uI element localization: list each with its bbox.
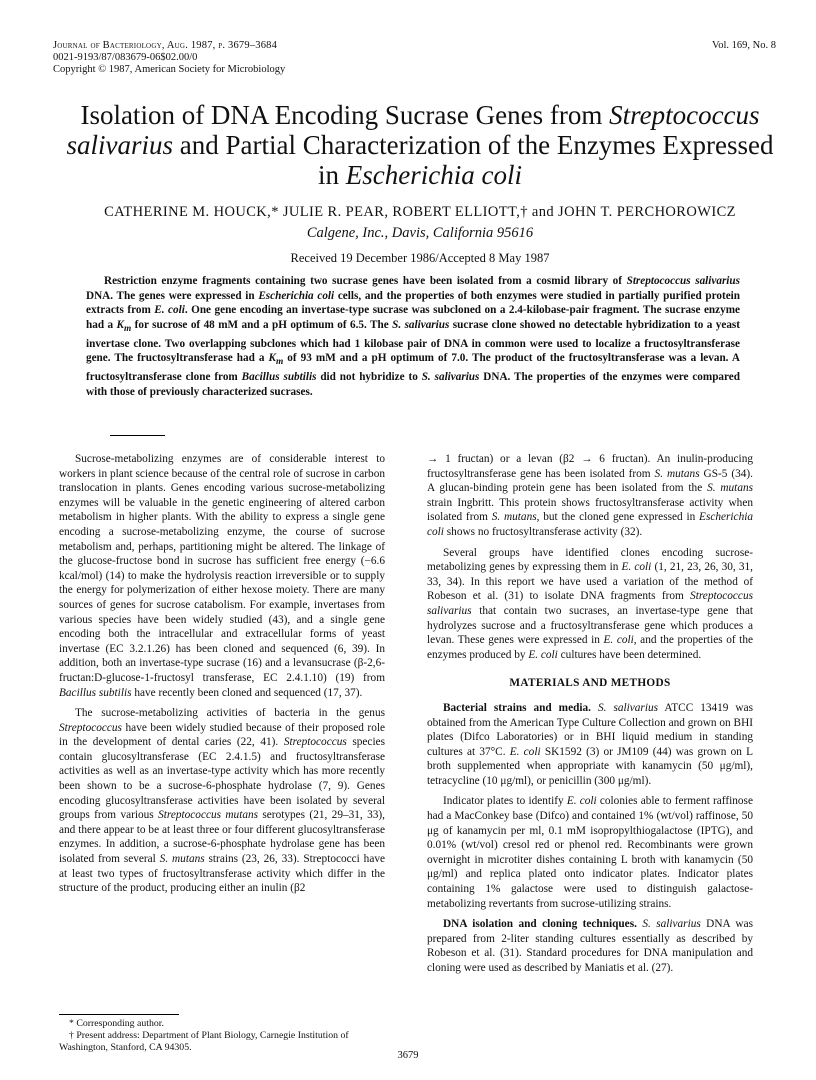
paragraph: → 1 fructan) or a levan (β2 → 6 fructan). An inulin-producing fructosyltransferase gene has been isolated from S. mutans GS-5 (34). A glucan-binding protein gene has been isolated from the S. mutans strain Ingbritt. This protein shows fructosyltransferase activity when isolated from S. mutans, but the cloned gene expressed in Escherichia coli shows no fructosyltransferase activity (32). <box>427 453 754 538</box>
body-column-right <box>427 452 753 982</box>
article-title: Isolation of DNA Encoding Sucrase Genes from Streptococcus salivarius and Partial Characterization of the Enzymes Expressed in Escherichia coli <box>66 100 774 190</box>
affiliation: Calgene, Inc., Davis, California 95616 <box>306 225 534 241</box>
article-code: 0021-9193/87/083679-06$02.00/0 <box>53 52 198 63</box>
paragraph: Bacterial strains and media. S. salivarius ATCC 13419 was obtained from the American Type Culture Collection and grown on BHI plates (Difco Laboratories) or in BHI liquid medium in standing cultures at 37°C. E. coli SK1592 (3) or JM109 (44) was grown on L broth supplemented when appropriate with kanamycin (50 μg/ml), tetracycline (10 μg/ml), or penicillin (300 μg/ml). <box>427 701 754 787</box>
abstract-divider <box>110 435 165 436</box>
journal-citation: Journal of Bacteriology, Aug. 1987, p. 3679–3684 <box>53 40 278 51</box>
volume-issue: Vol. 169, No. 8 <box>712 40 776 51</box>
author-list: CATHERINE M. HOUCK,* JULIE R. PEAR, ROBERT ELLIOTT,† and JOHN T. PERCHOROWICZ <box>104 204 736 220</box>
paragraph: DNA isolation and cloning techniques. S. salivarius DNA was prepared from 2-liter standing cultures essentially as described by Robeson et al. (31). Standard procedures for DNA manipulation and cloning were used as described by Maniatis et al. (27). <box>427 918 753 974</box>
footnotes <box>59 1018 385 1054</box>
paragraph: Several groups have identified clones encoding sucrose-metabolizing genes by expressing them in E. coli (1, 21, 23, 26, 30, 31, 33, 34). In this report we have used a variation of the method of Robeson et al. (31) to isolate DNA fragments from Streptococcus salivarius that contain two sucrases, an invertase-type gene that hydrolyzes sucrose and a fructosyltransferase gene which produces a levan. These genes were expressed in E. coli, and the properties of the enzymes produced by E. coli cultures have been determined. <box>427 546 753 661</box>
footnote-divider <box>59 1014 179 1015</box>
footnote-corresponding: * Corresponding author. <box>69 1018 164 1029</box>
footnote-present-address: † Present address: Department of Plant Biology, Carnegie Institution of Washington, Stanford, CA 94305. <box>59 1030 349 1053</box>
abstract: Restriction enzyme fragments containing two sucrase genes have been isolated from a cosmid library of Streptococcus salivarius DNA. The genes were expressed in Escherichia coli cells, and the properties of both enzymes were studied in partially purified protein extracts from E. coli. One gene encoding an invertase-type sucrase was subcloned on a 2.4-kilobase-pair fragment. The sucrase enzyme had a $K_m$ for sucrose of 48 mM and a pH optimum of 6.5. The S. salivarius sucrase clone showed no detectable hybridization to a yeast invertase clone. Two overlapping subclones which had 1 kilobase pair of DNA in common were used to localize a fructosyltransferase gene. The fructosyltransferase had a $K_m$ of 93 mM and a pH optimum of 7.0. The product of the fructosyltransferase was a levan. A fructosyltransferase clone from Bacillus subtilis did not hybridize to S. salivarius DNA. The properties of the enzymes were compared with those of previously characterized sucrases. <box>86 275 740 398</box>
section-heading-methods: MATERIALS AND METHODS <box>509 677 671 690</box>
running-header-left <box>53 40 285 76</box>
page-number: 3679 <box>397 1050 419 1061</box>
body-column-left <box>59 452 385 902</box>
received-accepted-dates: Received 19 December 1986/Accepted 8 May 1987 <box>290 251 550 265</box>
paragraph: The sucrose-metabolizing activities of bacteria in the genus Streptococcus have been widely studied because of their proposed role in the development of dental caries (22, 41). Streptococcus species contain glucosyltransferase (EC 2.4.1.5) and fructosyltransferase activities as well as an invertase-type activity which has more recently been shown to be a sucrose-6-phosphate hydrolase (7, 9). Genes encoding glucosyltransferase activities have been isolated by several groups from various Streptococcus mutans serotypes (21, 29–31, 33), and there appear to be at least three or four different glucosyltransferase enzymes. In addition, a sucrose-6-phosphate hydrolase gene has been isolated from several S. mutans strains (23, 26, 33). Streptococci have at least two types of fructosyltransferase activity which differ in the structure of the product, producing either an inulin (β2 <box>59 707 385 895</box>
copyright-line: Copyright © 1987, American Society for Microbiology <box>53 64 286 75</box>
paragraph: Indicator plates to identify E. coli colonies able to ferment raffinose had a MacConkey base (Difco) and contained 1% (wt/vol) raffinose, 50 μg of kanamycin per ml, 0.1 mM isopropylthiogalactose (IPTG), and 0.01% (wt/vol) cresol red or phenol red. Recombinants were grown overnight in microtiter dishes containing L broth with kanamycin (50 μg/ml) and replica plated onto indicator plates. Indicator plates containing 1% galactose were used to distinguish galactose-metabolizing revertants from sucrose-utilizing strains. <box>427 795 753 910</box>
paragraph: Sucrose-metabolizing enzymes are of considerable interest to workers in plant science because of the central role of sucrose in carbon translocation in plants. Genes encoding various sucrose-metabolizing enzymes will be valuable in the genetic engineering of altered carbon metabolism in higher plants. With the ability to express a single gene encoding a sucrose-metabolizing enzyme, the course of sucrose metabolism and, perhaps, partitioning might be altered. The linkage of the glucose-fructose bond in sucrose has sufficient free energy (−6.6 kcal/mol) (14) to make the hydrolysis reaction irreversible or to supply the energy for polymerization of either hexose moiety. There are many sources of genes for sucrose catabolism. For example, invertases from various species have been widely studied (43), and a single gene encoding both the intracellular and extracellular forms of yeast invertase (EC 3.2.1.26) has been cloned and sequenced (6, 39). In addition, both an invertase-type sucrase (16) and a levansucrase (β-2,6-fructan:D-glucose-1-fructosyl transferase, EC 2.4.1.10) (19) from Bacillus subtilis have recently been cloned and sequenced (17, 37). <box>59 453 385 699</box>
